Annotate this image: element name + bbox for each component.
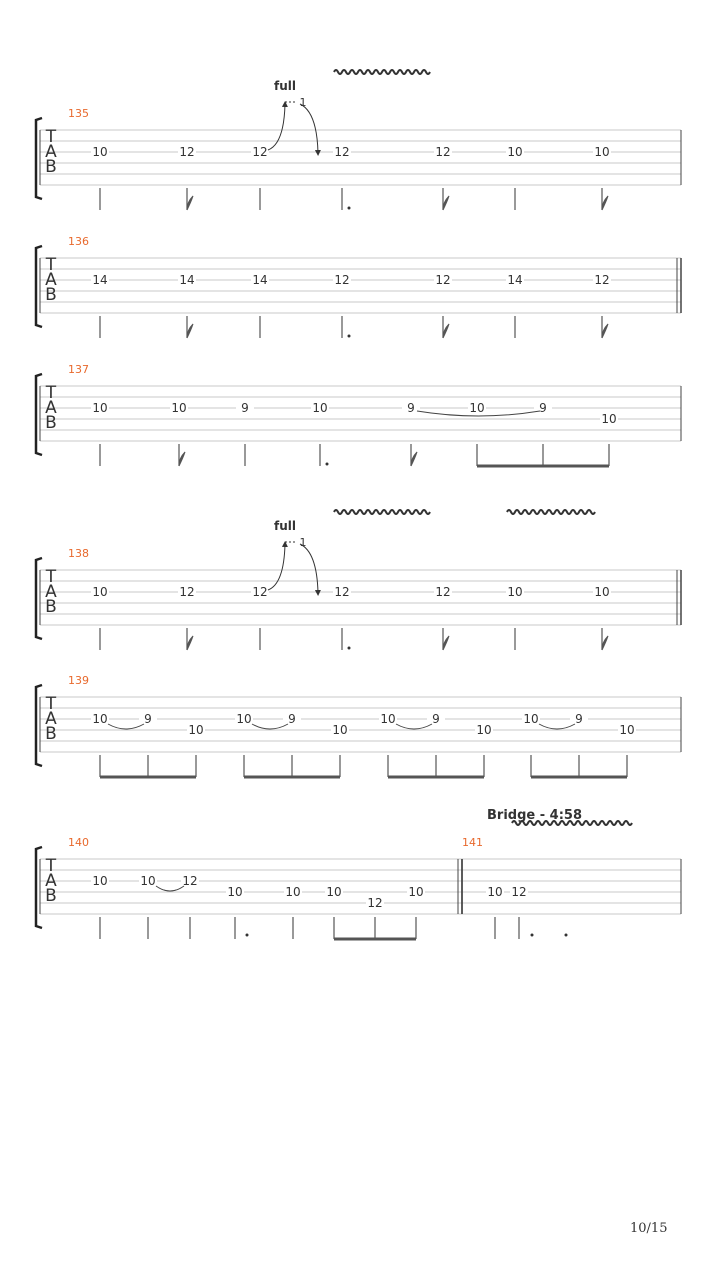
fret-number: 12 <box>435 145 451 159</box>
tab-system <box>36 235 681 338</box>
fret-number: 9 <box>539 401 547 415</box>
tab-system <box>36 70 681 210</box>
release-label: 1 <box>299 96 307 109</box>
fret-number: 10 <box>236 712 252 726</box>
bend-arrow <box>268 104 285 150</box>
eighth-flag <box>187 636 193 650</box>
fret-number: 10 <box>594 585 610 599</box>
eighth-flag <box>187 196 193 210</box>
slur <box>156 886 184 891</box>
fret-number: 9 <box>241 401 249 415</box>
fret-number: 12 <box>334 585 350 599</box>
fret-number: 9 <box>288 712 296 726</box>
tab-system <box>36 674 681 777</box>
slur <box>108 724 144 729</box>
bend-arrow <box>268 544 285 590</box>
bar-number: 137 <box>68 363 89 376</box>
fret-number: 10 <box>507 145 523 159</box>
fret-number: 10 <box>332 723 348 737</box>
tab-clef-icon <box>45 255 57 305</box>
fret-number: 12 <box>334 273 350 287</box>
fret-number: 12 <box>511 885 527 899</box>
fret-number: 10 <box>312 401 328 415</box>
tab-system <box>36 363 681 466</box>
fret-number: 10 <box>285 885 301 899</box>
fret-number: 10 <box>380 712 396 726</box>
fret-number: 10 <box>171 401 187 415</box>
fret-number: 10 <box>507 585 523 599</box>
eighth-flag <box>602 636 608 650</box>
svg-text:T: T <box>45 567 57 587</box>
bar-number: 138 <box>68 547 89 560</box>
fret-number: 10 <box>92 145 108 159</box>
vibrato-mark <box>507 510 595 514</box>
eighth-flag <box>443 196 449 210</box>
fret-number: 9 <box>407 401 415 415</box>
dot <box>326 463 329 466</box>
svg-text:B: B <box>45 413 57 433</box>
eighth-flag <box>443 636 449 650</box>
fret-number: 10 <box>188 723 204 737</box>
bar-number: 135 <box>68 107 89 120</box>
svg-text:A: A <box>45 709 57 729</box>
dot <box>348 647 351 650</box>
tab-clef-icon <box>45 383 57 433</box>
tab-system <box>36 510 681 650</box>
slur <box>539 724 575 729</box>
tab-clef-icon <box>45 694 57 744</box>
fret-number: 12 <box>179 585 195 599</box>
vibrato-mark <box>334 70 430 74</box>
fret-number: 14 <box>507 273 523 287</box>
bar-number: 139 <box>68 674 89 687</box>
fret-number: 10 <box>476 723 492 737</box>
fret-number: 10 <box>487 885 503 899</box>
bar-number: 140 <box>68 836 89 849</box>
dot <box>348 207 351 210</box>
svg-text:T: T <box>45 255 57 275</box>
svg-text:A: A <box>45 142 57 162</box>
fret-number: 12 <box>252 145 268 159</box>
svg-text:T: T <box>45 383 57 403</box>
eighth-flag <box>443 324 449 338</box>
tab-clef-icon <box>45 127 57 177</box>
svg-text:A: A <box>45 270 57 290</box>
fret-number: 10 <box>92 712 108 726</box>
dot <box>348 335 351 338</box>
fret-number: 10 <box>92 874 108 888</box>
bar-number: 136 <box>68 235 89 248</box>
fret-number: 10 <box>601 412 617 426</box>
fret-number: 12 <box>182 874 198 888</box>
release-arrow <box>300 104 318 153</box>
eighth-flag <box>411 452 417 466</box>
fret-number: 14 <box>179 273 195 287</box>
fret-number: 10 <box>619 723 635 737</box>
fret-number: 10 <box>469 401 485 415</box>
fret-number: 10 <box>523 712 539 726</box>
fret-number: 9 <box>432 712 440 726</box>
svg-text:T: T <box>45 127 57 147</box>
slur <box>396 724 432 729</box>
section-label: Bridge - 4:58 <box>487 808 582 823</box>
tab-clef-icon <box>45 856 57 906</box>
bar-number: 141 <box>462 836 483 849</box>
eighth-flag <box>602 324 608 338</box>
fret-number: 12 <box>179 145 195 159</box>
bend-label: full <box>274 79 296 93</box>
fret-number: 10 <box>326 885 342 899</box>
fret-number: 12 <box>594 273 610 287</box>
svg-text:A: A <box>45 582 57 602</box>
tab-clef-icon <box>45 567 57 617</box>
svg-text:T: T <box>45 694 57 714</box>
fret-number: 10 <box>408 885 424 899</box>
page-number: 10/15 <box>630 1221 668 1236</box>
fret-number: 10 <box>92 401 108 415</box>
svg-text:B: B <box>45 724 57 744</box>
fret-number: 10 <box>227 885 243 899</box>
fret-number: 12 <box>435 273 451 287</box>
release-arrow <box>300 544 318 593</box>
svg-text:A: A <box>45 871 57 891</box>
svg-text:B: B <box>45 886 57 906</box>
fret-number: 10 <box>594 145 610 159</box>
bend-label: full <box>274 519 296 533</box>
eighth-flag <box>187 324 193 338</box>
vibrato-mark <box>334 510 430 514</box>
eighth-flag <box>179 452 185 466</box>
fret-number: 14 <box>252 273 268 287</box>
eighth-flag <box>602 196 608 210</box>
fret-number: 9 <box>144 712 152 726</box>
tab-system <box>36 808 681 939</box>
fret-number: 12 <box>435 585 451 599</box>
fret-number: 12 <box>367 896 383 910</box>
fret-number: 9 <box>575 712 583 726</box>
release-label: 1 <box>299 536 307 549</box>
svg-text:A: A <box>45 398 57 418</box>
svg-text:B: B <box>45 285 57 305</box>
fret-number: 12 <box>334 145 350 159</box>
svg-text:B: B <box>45 157 57 177</box>
fret-number: 12 <box>252 585 268 599</box>
svg-text:B: B <box>45 597 57 617</box>
svg-text:T: T <box>45 856 57 876</box>
slur <box>252 724 288 729</box>
fret-number: 14 <box>92 273 108 287</box>
vibrato-mark <box>512 821 632 825</box>
fret-number: 10 <box>92 585 108 599</box>
fret-number: 10 <box>140 874 156 888</box>
